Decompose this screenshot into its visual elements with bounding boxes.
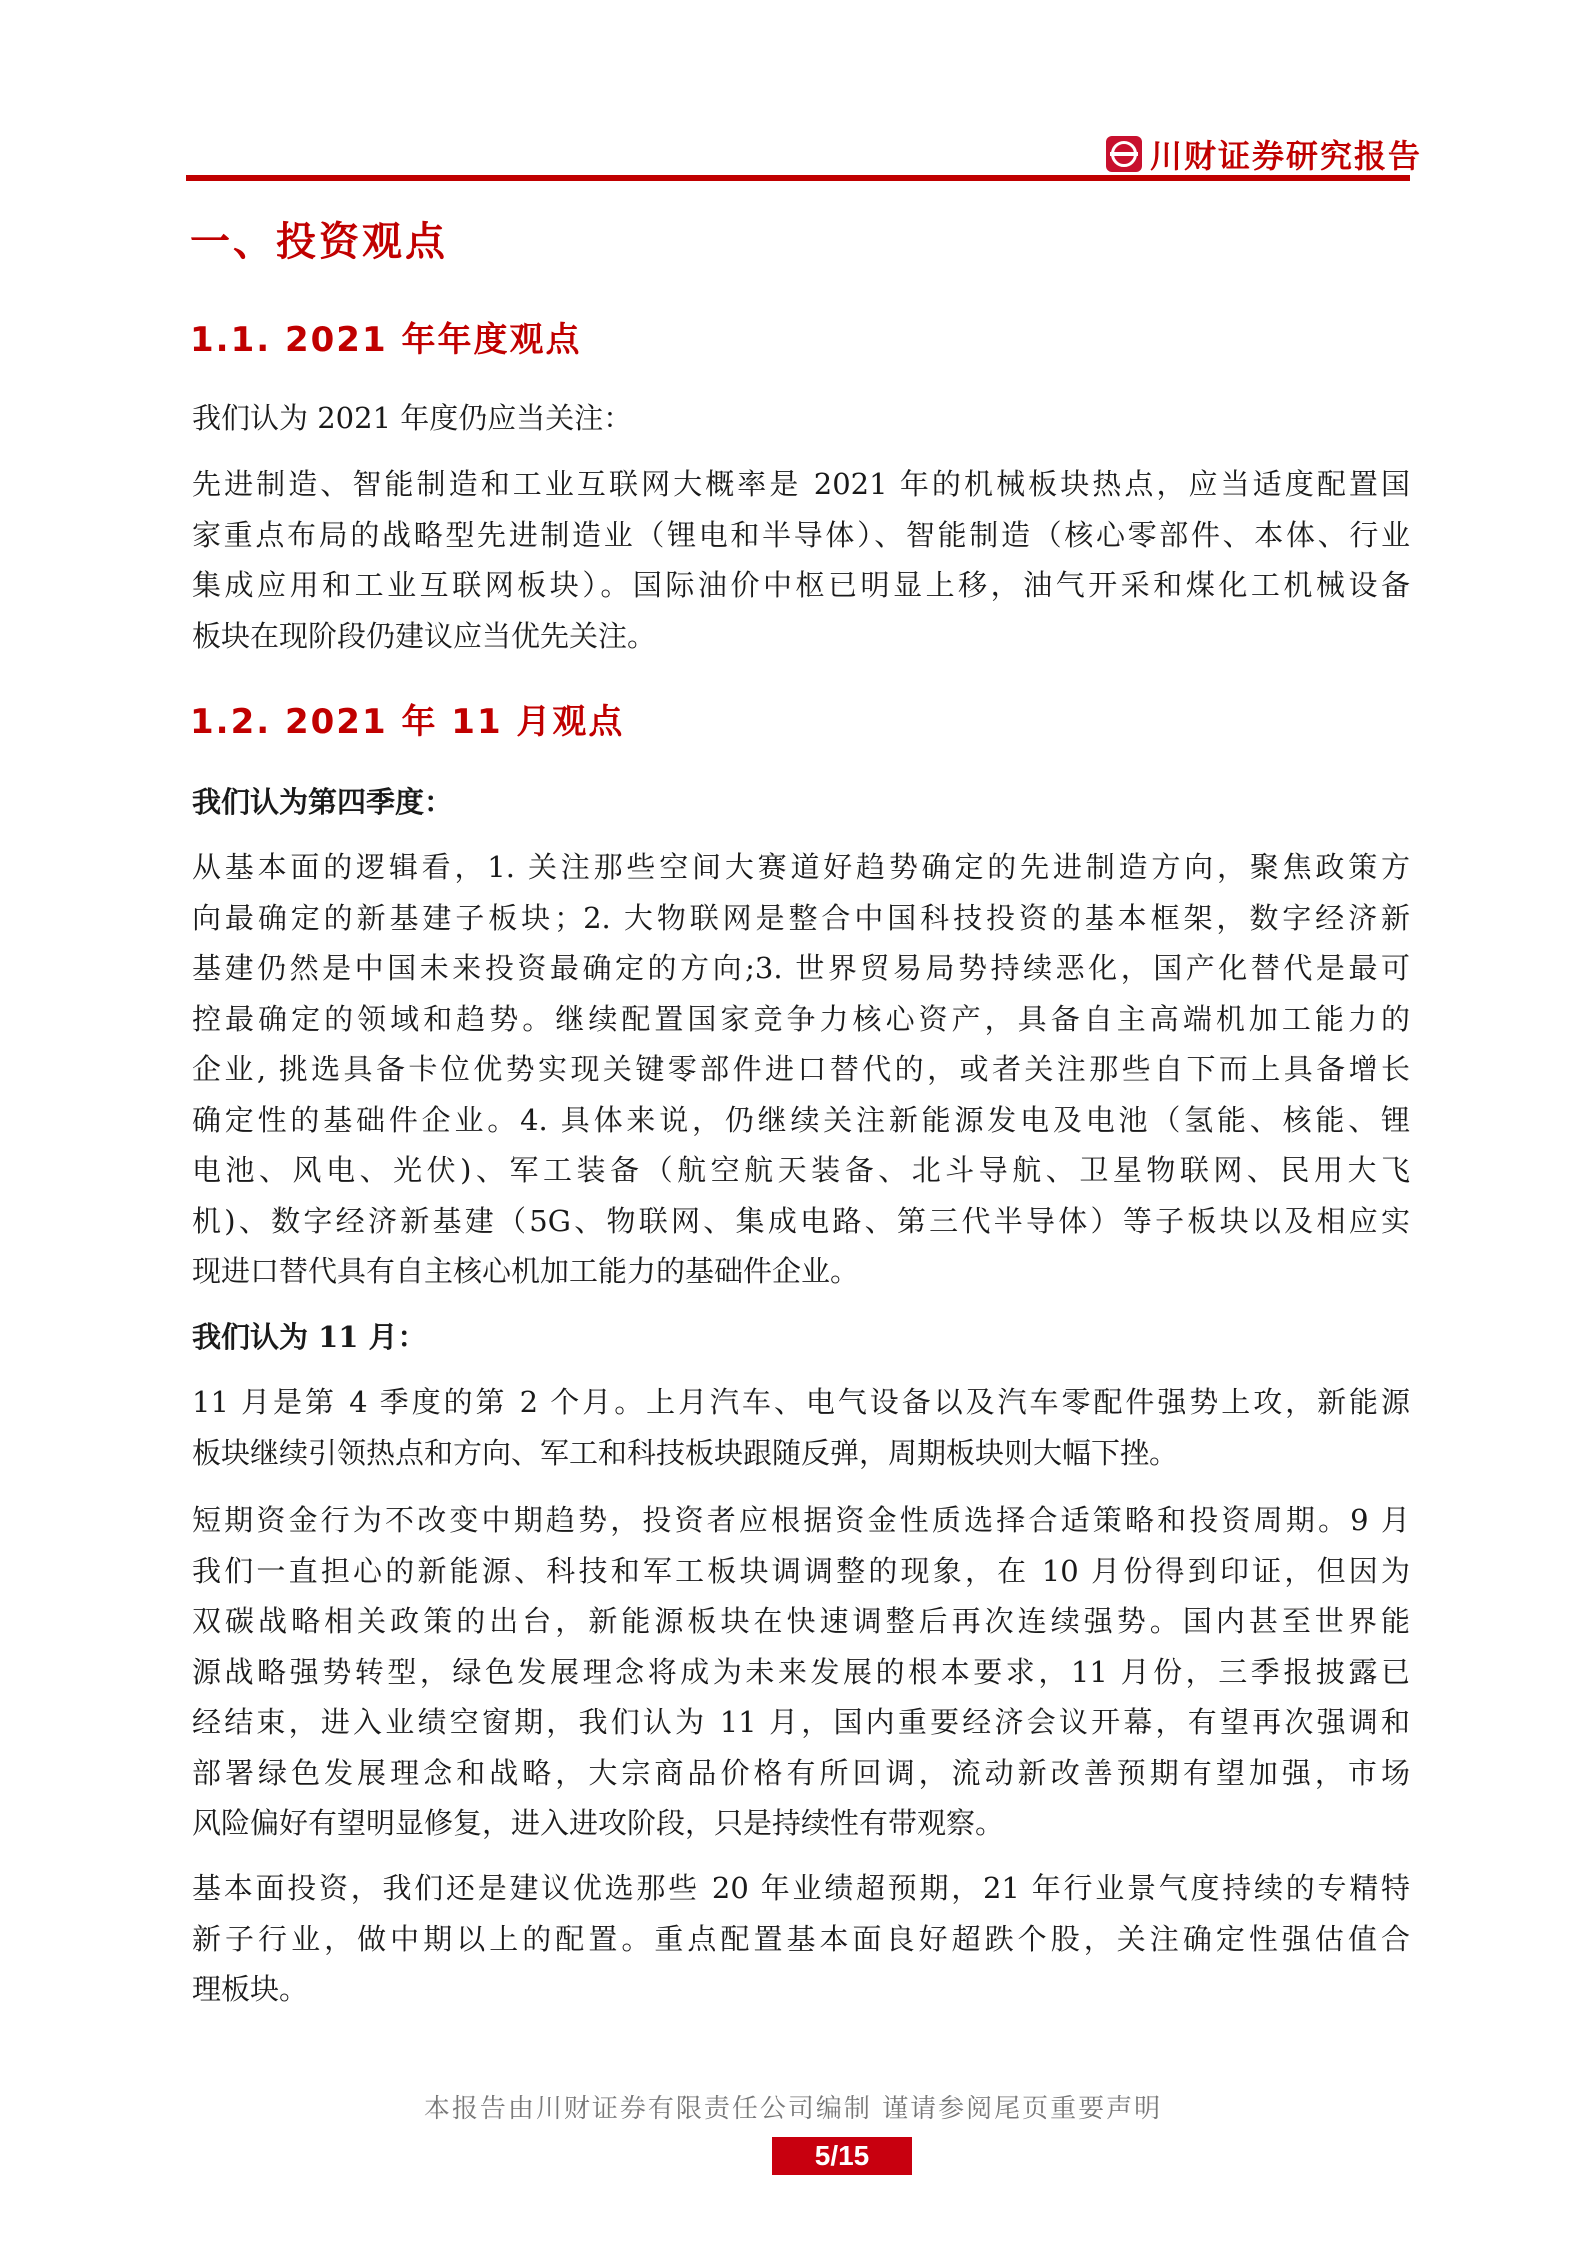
november-paragraph-1: [192, 1377, 1410, 1478]
text-line: 我们一直担心的新能源、科技和军工板块调调整的现象，在 10 月份得到印证，但因为: [192, 1553, 1410, 1588]
section-title: 一、投资观点: [190, 218, 448, 265]
text-line: 板块继续引领热点和方向、军工和科技板块跟随反弹，周期板块则大幅下挫。: [192, 1435, 1179, 1470]
text-line: 我们认为 2021 年度仍应当关注：: [192, 401, 633, 435]
november-paragraph-2: [192, 1495, 1410, 1849]
text-line: 我们认为 11 月：: [192, 1320, 427, 1354]
brand-name: 川财证券研究报告: [1150, 137, 1423, 175]
text-line: 源战略强势转型，绿色发展理念将成为未来发展的根本要求，11 月份，三季报披露已: [192, 1654, 1410, 1689]
text-line: 经结束，进入业绩空窗期，我们认为 11 月，国内重要经济会议开幕，有望再次强调和: [192, 1705, 1410, 1739]
text-line: 向最确定的新基建子板块；2. 大物联网是整合中国科技投资的基本框架，数字经济新: [192, 900, 1410, 935]
subsection-title-annual: 1.1. 2021 年年度观点: [190, 320, 582, 360]
text-line: 现进口替代具有自主核心机加工能力的基础件企业。: [192, 1254, 860, 1288]
text-line: 基建仍然是中国未来投资最确定的方向;3. 世界贸易局势持续恶化，国产化替代是最可: [192, 951, 1410, 985]
text-line: 板块在现阶段仍建议应当优先关注。: [192, 618, 657, 653]
footer-disclaimer: 本报告由川财证券有限责任公司编制 谨请参阅尾页重要声明: [423, 2094, 1163, 2124]
text-line: 控最确定的领域和趋势。继续配置国家竞争力核心资产，具备自主高端机加工能力的: [192, 1001, 1410, 1036]
text-line: 理板块。: [192, 1972, 309, 2006]
page-number: 5/15: [772, 2137, 912, 2175]
november-paragraph-3: [192, 1863, 1410, 2015]
text-line: 部署绿色发展理念和战略，大宗商品价格有所回调，流动新改善预期有望加强，市场: [192, 1755, 1410, 1790]
annual-intro: [192, 393, 1410, 444]
text-line: 家重点布局的战略型先进制造业（锂电和半导体）、智能制造（核心零部件、本体、行业: [192, 517, 1410, 552]
brand-header: [1106, 133, 1422, 175]
q4-body: [192, 842, 1410, 1297]
november-label: [192, 1312, 1410, 1363]
text-line: 风险偏好有望明显修复，进入进攻阶段，只是持续性有带观察。: [192, 1806, 1005, 1840]
text-line: 短期资金行为不改变中期趋势，投资者应根据资金性质选择合适策略和投资周期。9 月: [192, 1503, 1410, 1537]
header-divider: [186, 175, 1410, 181]
text-line: 我们认为第四季度：: [192, 785, 454, 819]
text-line: 集成应用和工业互联网板块）。国际油价中枢已明显上移，油气开采和煤化工机械设备: [192, 568, 1410, 602]
brand-logo-icon: [1106, 136, 1142, 172]
text-line: 企业, 挑选具备卡位优势实现关键零部件进口替代的，或者关注那些自下而上具备增长: [192, 1052, 1410, 1086]
q4-label: [192, 777, 1410, 828]
text-line: 从基本面的逻辑看，1. 关注那些空间大赛道好趋势确定的先进制造方向，聚焦政策方: [192, 850, 1410, 884]
text-line: 新子行业，做中期以上的配置。重点配置基本面良好超跌个股，关注确定性强估值合: [192, 1921, 1410, 1956]
annual-body: [192, 459, 1410, 661]
subsection-title-november: 1.2. 2021 年 11 月观点: [190, 702, 625, 742]
text-line: 确定性的基础件企业。4. 具体来说，仍继续关注新能源发电及电池（氢能、核能、锂: [192, 1102, 1410, 1137]
text-line: 机)、数字经济新基建（5G、物联网、集成电路、第三代半导体）等子板块以及相应实: [192, 1203, 1410, 1238]
text-line: 基本面投资，我们还是建议优选那些 20 年业绩超预期，21 年行业景气度持续的专精特: [192, 1871, 1410, 1905]
text-line: 双碳战略相关政策的出台，新能源板块在快速调整后再次连续强势。国内甚至世界能: [192, 1604, 1410, 1638]
text-line: 先进制造、智能制造和工业互联网大概率是 2021 年的机械板块热点，应当适度配置国: [192, 467, 1410, 501]
text-line: 电池、风电、光伏)、军工装备（航空航天装备、北斗导航、卫星物联网、民用大飞: [192, 1153, 1410, 1187]
text-line: 11 月是第 4 季度的第 2 个月。上月汽车、电气设备以及汽车零配件强势上攻，新能源: [192, 1385, 1410, 1419]
